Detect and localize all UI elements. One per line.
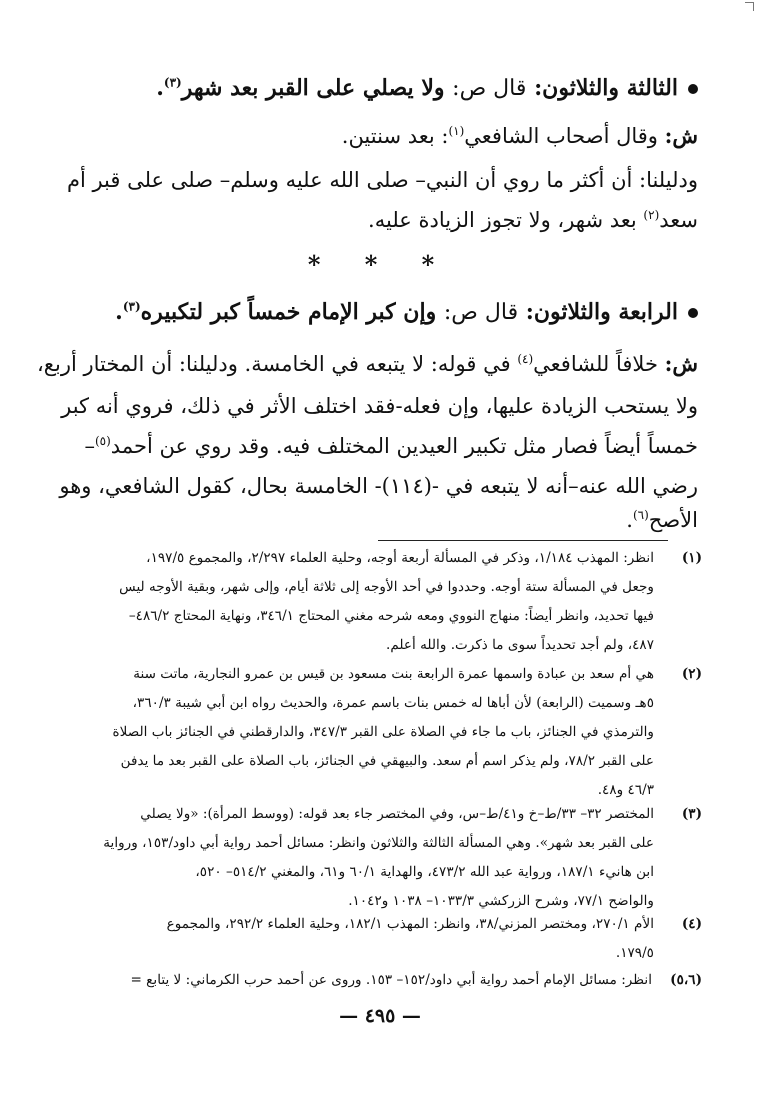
paragraph-evidence-line-1: [58, 160, 698, 200]
footnote-line: والواضح ٧٧/١، وشرح الزركشي ١٠٣٣/٣– ١٠٣٨ و١٠٤٢.: [348, 893, 654, 909]
bullet-icon: [688, 84, 698, 94]
period: .: [626, 508, 633, 532]
paragraph-text: بعد شهر، ولا تجوز الزيادة عليه.: [368, 208, 644, 232]
page-number: — ٤٩٥ —: [339, 1005, 421, 1027]
footnote-3: [52, 800, 702, 916]
paragraph-text: ودليلنا: أن أكثر ما روي أن النبي– صلى الله عليه وسلم– صلى على قبر أم: [66, 168, 698, 192]
paragraph-text: : بعد سنتين.: [341, 124, 449, 148]
paragraph-text: ولا يستحب الزيادة عليها، وإن فعله-فقد اختلف الأثر في ذلك، فروي أنه كبر: [61, 394, 698, 418]
footnote-ref: (٤): [517, 352, 534, 366]
paragraph-text: –: [84, 434, 95, 458]
bullet-icon: [688, 308, 698, 318]
footnote-line: ١٧٩/٥.: [615, 945, 654, 961]
footnote-ref: (٣): [122, 299, 141, 314]
issue-34-heading: [58, 292, 698, 333]
footnote-line: فيها تحديد، وانظر أيضاً: منهاج النووي ومعه شرحه مغني المحتاج ٣٤٦/١، ونهاية المحتاج ٤٨٦/٢–: [128, 608, 654, 624]
footnote-1: [52, 544, 702, 660]
paragraph-text: سعد: [659, 208, 698, 232]
footnote-line: الأم ٢٧٠/١، ومختصر المزني/٣٨، وانظر: المهذب ١٨٢/١، وحلية العلماء ٢٩٢/٢، والمجموع: [166, 916, 654, 932]
footnote-ref: (٢): [643, 208, 660, 222]
footnote-line: هي أم سعد بن عبادة واسمها عمرة الرابعة بنت مسعود بن قيس بن عمرو النجارية، ماتت سنة: [133, 666, 654, 682]
page-corner-mark: [745, 2, 754, 11]
section-separator-stars: * * *: [307, 250, 453, 279]
footnote-line: وجعل في المسألة ستة أوجه. وحددوا في أحد الأوجه إلى ثلاثة أيام، وإلى شهر، وبقية الأوجه ليس: [119, 579, 654, 595]
footnote-line: ابن هانيء ١٨٧/١، ورواية عبد الله ٤٧٣/٢، والهداية ٦٠/١ و٦١، والمغني ٥١٤/٢– ٥٢٠،: [195, 864, 654, 880]
footnote-line: انظر: مسائل الإمام أحمد رواية أبي داود/١٥٢– ١٥٣. وروى عن أحمد حرب الكرماني: لا يتابع =: [130, 972, 652, 988]
paragraph-sh-2-line-1: [37, 344, 698, 384]
sh-lead: ش:: [664, 123, 698, 148]
paragraph-text: في قوله: لا يتبعه في الخامسة. ودليلنا: أن المختار أربع،: [37, 352, 518, 376]
footnote-ref: (٥): [94, 434, 111, 448]
paragraph-text: رضي الله عنه–أنه لا يتبعه في -(١١٤)- الخامسة بحال، كقول الشافعي، وهو: [59, 474, 698, 498]
paragraph-text: وقال أصحاب الشافعي: [464, 124, 658, 148]
paragraph-text: الأصح: [648, 508, 698, 532]
footnote-number: (١): [681, 550, 702, 566]
issue-34-quote: وإن كبر الإمام خمساً كبر لتكبيره: [140, 299, 437, 325]
issue-33-label: الثالثة والثلاثون:: [534, 75, 678, 101]
issue-33-quote: ولا يصلي على القبر بعد شهر: [181, 75, 445, 101]
footnote-number: (٤): [681, 916, 702, 932]
issue-34-label: الرابعة والثلاثون:: [525, 299, 678, 325]
footnote-number: (٢): [681, 666, 702, 682]
footnote-5-6: [52, 966, 702, 995]
footnote-line: ٤٦/٣ و٤٨.: [597, 782, 654, 798]
paragraph-evidence-line-2: [58, 200, 698, 240]
footnote-ref: (٦): [632, 508, 649, 522]
paragraph-text: خلافاً للشافعي: [533, 352, 665, 376]
footnote-number: (٣): [681, 806, 702, 822]
footnote-ref: (١): [448, 124, 465, 138]
footnote-line: على القبر بعد شهر». وهي المسألة الثالثة والثلاثون وانظر: مسائل أحمد رواية أبي داود/١٥٣، ورواية: [103, 835, 654, 851]
paragraph-text: خمساً أيضاً فصار مثل تكبير العيدين المختلف فيه. وقد روي عن أحمد: [110, 434, 698, 458]
period: .: [156, 75, 164, 101]
sh-lead: ش:: [664, 351, 698, 376]
paragraph-sh-1: [58, 116, 698, 156]
footnote-4: [52, 910, 702, 968]
paragraph-sh-2-line-3: [58, 426, 698, 466]
issue-33-intro: قال ص:: [452, 76, 527, 101]
paragraph-sh-2-line-5: [58, 500, 698, 540]
footnote-line: والترمذي في الجنائز، باب ما جاء في الصلاة على القبر ٣٤٧/٣، والدارقطني في الجنائز باب الصلاة: [112, 724, 654, 740]
footnote-line: انظر: المهذب ١/١٨٤، وذكر في المسألة أربعة أوجه، وحلية العلماء ٢/٢٩٧، والمجموع ١٩٧/٥،: [146, 550, 654, 566]
paragraph-sh-2-line-2: [58, 386, 698, 426]
footnote-separator: [378, 540, 668, 541]
issue-34-intro: قال ص:: [443, 300, 519, 325]
footnote-line: ٥هـ وسميت (الرابعة) لأن أباها له خمس بنات باسم عمرة، والحديث رواه ابن أبي شيبة ٣٦٠/٣،: [132, 695, 654, 711]
footnote-line: المختصر ٣٢– ٣٣/ط–خ و٤١/ط–س، وفي المختصر جاء بعد قوله: (ووسط المرأة): «ولا يصلي: [140, 806, 654, 822]
period: .: [115, 299, 123, 325]
footnote-line: ٤٨٧، ولم أجد تحديداً سوى ما ذكرت. والله أعلم.: [386, 637, 654, 653]
footnote-ref: (٣): [163, 75, 182, 90]
footnote-2: [52, 660, 702, 805]
footnote-number: (٥،٦): [670, 972, 702, 988]
footnote-line: على القبر ٧٨/٢، ولم يذكر اسم أم سعد. والبيهقي في الجنائز، باب الصلاة على القبر بعد ما يدفن: [120, 753, 654, 769]
issue-33-heading: [58, 68, 698, 109]
